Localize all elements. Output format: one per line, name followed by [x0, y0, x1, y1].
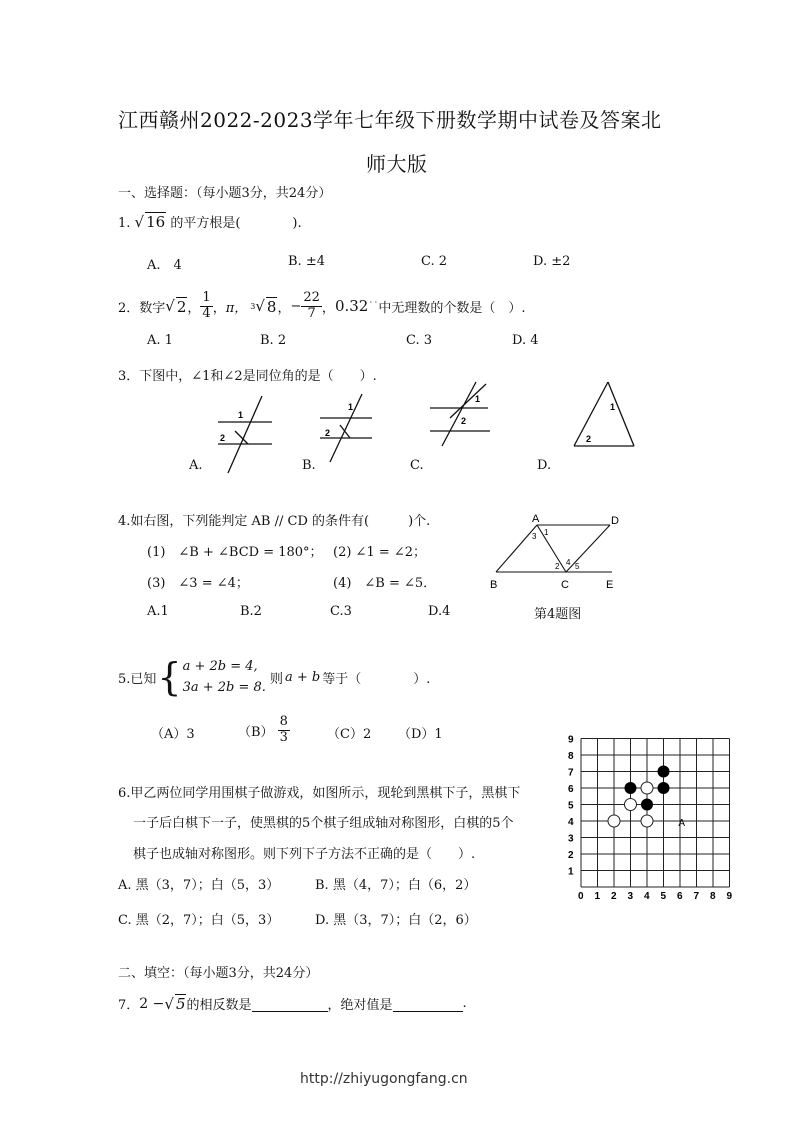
q4-angle-5: 5 — [575, 562, 580, 571]
q4-label-c: C — [561, 579, 569, 591]
q3-d-angle1: 1 — [610, 402, 616, 412]
q1-text: 的平方根是( ). — [170, 216, 302, 231]
q6-line-3: 棋子也成轴对称图形。则下列下子方法不正确的是（ ）. — [133, 847, 476, 862]
q5-option-b — [238, 710, 290, 750]
q2-sqrt2: 2 — [176, 297, 187, 316]
q2-suffix: 中无理数的个数是（ ）. — [378, 300, 526, 316]
q4-condition-1: (1) ∠B + ∠BCD = 180°； — [147, 545, 323, 560]
q5-option-c: （C）2 — [327, 727, 372, 742]
q4-condition-3: (3) ∠3 = ∠4； — [147, 576, 249, 591]
q2-pi: π， — [225, 300, 248, 316]
y-axis-label: 2 — [568, 850, 574, 861]
q6-line-2: 一子后白棋下一子，使黑棋的5个棋子组成轴对称图形，白棋的5个 — [133, 816, 514, 831]
q7-answer-blank-1[interactable] — [252, 996, 328, 1012]
numerator: 1 — [202, 289, 211, 305]
q1-option-a: A. 4 — [147, 258, 182, 273]
q4-condition-2: (2) ∠1 = ∠2； — [333, 545, 427, 560]
denominator: 4 — [202, 305, 211, 321]
black-stone — [625, 782, 637, 794]
sqrt-symbol: √ — [255, 297, 265, 315]
question-7 — [118, 994, 467, 1013]
q3-b-angle2: 2 — [325, 428, 331, 438]
q5-expression: a + b — [284, 669, 321, 685]
sqrt-symbol: √ — [164, 994, 174, 1013]
x-axis-label: 5 — [660, 891, 667, 902]
denominator: 3 — [279, 729, 288, 745]
q6-line-1: 6.甲乙两位同学用围棋子做游戏，如图所示，现轮到黑棋下子，黑棋下 — [118, 786, 521, 801]
q4-label-e: E — [606, 579, 614, 591]
x-axis-label: 3 — [627, 891, 634, 902]
q4-angle-2: 2 — [555, 562, 560, 571]
document-title-line2: 师大版 — [366, 152, 428, 176]
separator: ， — [321, 300, 335, 316]
question-1 — [118, 212, 302, 231]
numerator: 22 — [303, 289, 320, 305]
q2-fraction-22-7 — [301, 291, 322, 322]
q4-label-a: A — [532, 513, 540, 525]
q4-figure-caption: 第4题图 — [534, 607, 582, 622]
document-title-line1: 江西赣州2022-2023学年七年级下册数学期中试卷及答案北 — [118, 108, 662, 132]
separator: ， — [277, 300, 291, 316]
black-stone — [641, 799, 653, 811]
q3-c-angle2: 2 — [461, 416, 467, 426]
q2-option-c: C. 3 — [406, 333, 433, 348]
q4-label-b: B — [490, 579, 498, 591]
x-axis-label: 6 — [677, 891, 683, 902]
y-axis-label: 1 — [568, 866, 574, 878]
q2-prefix: 2．数字 — [118, 300, 166, 316]
brace: { — [157, 655, 182, 699]
q2-fraction-quarter — [200, 291, 212, 322]
x-axis-label: 7 — [693, 891, 700, 902]
q1-option-d: D. ±2 — [533, 254, 571, 269]
q3-label-d: D. — [537, 458, 552, 473]
q3-b-angle1: 1 — [348, 402, 354, 412]
white-stone — [625, 799, 637, 811]
q2-decimal: 0.32 — [334, 297, 369, 315]
q5-prefix: 5.已知 — [118, 671, 157, 687]
q5-option-a: （A）3 — [151, 727, 195, 742]
q5-suffix: 等于（ ）. — [322, 671, 431, 687]
q7-radicand: 5 — [175, 995, 186, 1013]
q7-mid2: ，绝对值是 — [327, 998, 393, 1013]
y-axis-label: 5 — [568, 800, 574, 812]
q3-figure-c — [430, 382, 490, 446]
question-4: 4.如右图，下列能判定 AB // CD 的条件有( )个. — [118, 514, 431, 529]
q2-option-a: A. 1 — [147, 333, 173, 348]
numerator: 8 — [279, 713, 288, 729]
q7-answer-blank-2[interactable] — [393, 996, 463, 1012]
y-axis-label: 8 — [568, 751, 574, 762]
q7-lead: 2 − — [139, 995, 165, 1012]
q4-option-b: B.2 — [240, 604, 262, 619]
q5-mid: 则 — [269, 671, 283, 687]
sqrt-symbol: √ — [165, 297, 175, 315]
q4-condition-4: (4) ∠B = ∠5． — [333, 576, 437, 591]
section-heading-fill: 二、填空：（每小题3分，共24分） — [118, 966, 319, 981]
q3-label-b: B. — [302, 458, 316, 473]
cube-root-index: 3 — [250, 301, 256, 311]
q5-option-d: （D）1 — [398, 727, 443, 742]
q2-minus: − — [290, 298, 302, 314]
question-5 — [118, 656, 430, 698]
q7-number: 7． — [118, 998, 140, 1013]
q4-label-d: D — [611, 515, 619, 527]
q3-label-a: A. — [189, 458, 203, 473]
q2-option-d: D. 4 — [512, 333, 539, 348]
q3-d-angle2: 2 — [586, 434, 592, 444]
q3-label-c: C. — [410, 458, 424, 473]
repeating-dot: ˙˙ — [368, 300, 379, 312]
q4-option-d: D.4 — [428, 604, 451, 619]
q4-option-c: C.3 — [330, 604, 352, 619]
q4-angle-4: 4 — [566, 558, 571, 567]
q3-figure-a — [218, 396, 272, 473]
q6-option-b: B. 黑（4，7）；白（6，2） — [315, 878, 477, 893]
question-2 — [118, 284, 525, 328]
x-axis-label: 2 — [611, 891, 617, 902]
y-axis-label: 9 — [568, 735, 574, 746]
section-heading-choice: 一、选择题：（每小题3分，共24分） — [118, 186, 332, 201]
q6-option-d: D. 黑（3，7）；白（2，6） — [315, 913, 477, 928]
q1-option-c: C. 2 — [421, 254, 448, 269]
q1-radicand: 16 — [146, 213, 166, 231]
black-stone — [658, 782, 670, 794]
q5-option-b-fraction — [278, 715, 290, 746]
q6-option-c: C. 黑（2，7）；白（5，3） — [118, 913, 280, 928]
q4-option-a: A.1 — [147, 604, 169, 619]
white-stone — [641, 815, 653, 827]
separator: ， — [187, 300, 201, 316]
y-axis-label: 7 — [568, 767, 574, 779]
point-marker-a: A — [678, 817, 686, 829]
q5-system — [183, 656, 266, 698]
sqrt-symbol: √ — [134, 213, 145, 231]
q3-figure-d — [574, 382, 634, 446]
q1-option-b: B. ±4 — [288, 254, 325, 269]
q3-c-angle1: 1 — [475, 394, 481, 404]
q2-option-b: B. 2 — [260, 333, 287, 348]
y-axis-label: 6 — [568, 784, 574, 795]
separator: ， — [212, 300, 226, 316]
x-axis-label: 1 — [594, 891, 601, 902]
q7-end: . — [462, 996, 467, 1011]
footer-url: http://zhiyugongfang.cn — [300, 1071, 468, 1087]
q4-angle-1: 1 — [544, 528, 549, 537]
question-3: 3．下图中，∠1和∠2是同位角的是（ ）. — [118, 369, 377, 384]
q5-equation-1: a + 2b = 4, — [182, 659, 258, 674]
x-axis-label: 4 — [644, 891, 650, 902]
q1-number: 1. — [118, 216, 131, 231]
q4-angle-3: 3 — [532, 532, 537, 541]
q5-equation-2: 3a + 2b = 8. — [182, 680, 266, 695]
black-stone — [658, 766, 670, 778]
y-axis-label: 3 — [568, 833, 574, 845]
white-stone — [641, 782, 653, 794]
x-axis-label: 0 — [578, 891, 584, 902]
q5-option-b-label: （B） — [238, 724, 274, 740]
q6-option-a: A. 黑（3，7）；白（5，3） — [118, 878, 280, 893]
x-axis-label: 8 — [710, 891, 716, 902]
y-axis-label: 4 — [568, 817, 574, 828]
x-axis-label: 9 — [726, 891, 733, 902]
q4-figure — [484, 508, 634, 594]
q2-cube-root: 8 — [266, 297, 277, 316]
white-stone — [608, 815, 620, 827]
q3-a-angle2: 2 — [220, 433, 226, 443]
q3-a-angle1: 1 — [238, 410, 244, 420]
q6-go-board — [565, 735, 737, 905]
q7-mid: 的相反数是 — [186, 998, 252, 1013]
denominator: 7 — [307, 305, 316, 321]
